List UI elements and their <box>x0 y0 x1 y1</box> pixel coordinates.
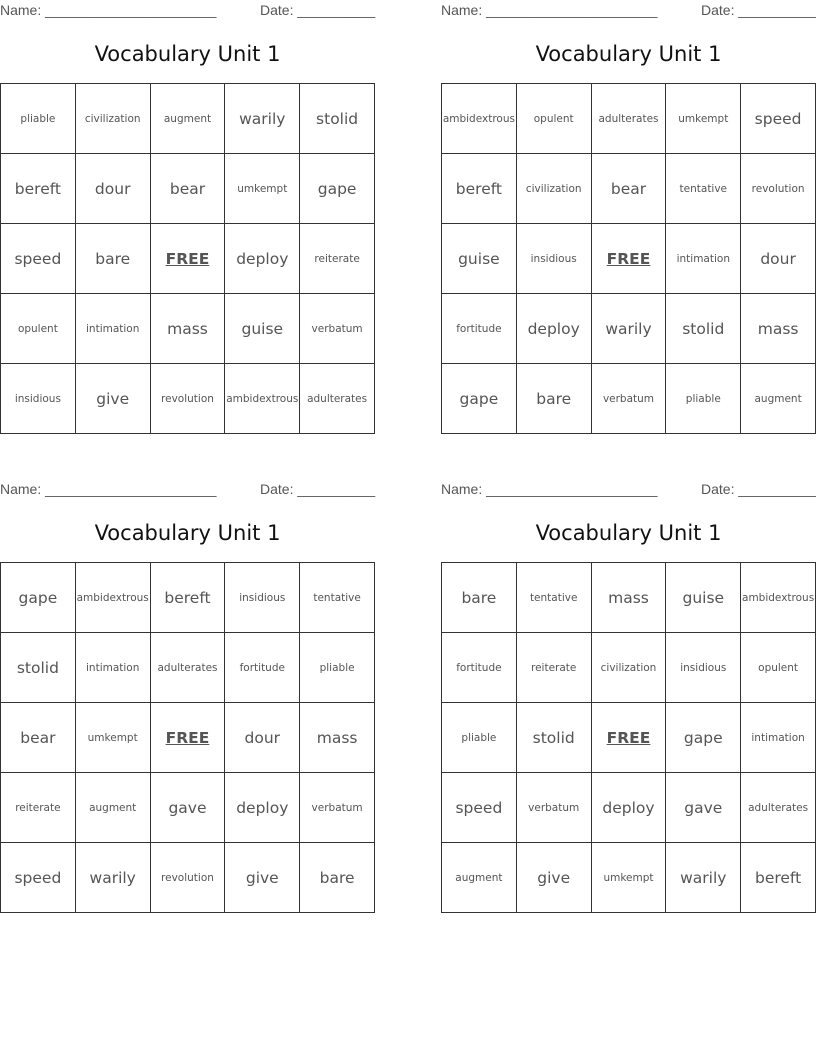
grid-cell: dour <box>75 154 150 224</box>
card-title: Vocabulary Unit 1 <box>535 42 722 66</box>
grid-cell: verbatum <box>300 773 375 843</box>
card-title: Vocabulary Unit 1 <box>535 521 722 545</box>
grid-row <box>1 154 375 224</box>
grid-cell: opulent <box>516 84 591 154</box>
card-header <box>0 2 375 20</box>
bingo-card-2 <box>441 0 816 432</box>
grid-cell: bear <box>150 154 225 224</box>
date-field-label: Date: __________ <box>701 481 816 497</box>
grid-cell: revolution <box>150 364 225 434</box>
grid-cell: tentative <box>666 154 741 224</box>
grid-cell: tentative <box>516 563 591 633</box>
grid-cell: verbatum <box>300 294 375 364</box>
grid-cell: bereft <box>150 563 225 633</box>
grid-cell: bare <box>75 224 150 294</box>
card-title: Vocabulary Unit 1 <box>94 521 281 545</box>
grid-cell: deploy <box>225 773 300 843</box>
grid-cell: reiterate <box>1 773 76 843</box>
grid-cell: intimation <box>75 294 150 364</box>
grid-cell: mass <box>300 703 375 773</box>
grid-row <box>442 364 816 434</box>
grid-row <box>442 294 816 364</box>
date-field-label: Date: __________ <box>260 2 376 18</box>
grid-cell: guise <box>225 294 300 364</box>
grid-cell: tentative <box>300 563 375 633</box>
grid-cell: guise <box>666 563 741 633</box>
grid-row <box>1 294 375 364</box>
grid-row <box>1 773 375 843</box>
free-space: FREE <box>591 703 666 773</box>
card-header <box>441 2 816 20</box>
grid-cell: pliable <box>666 364 741 434</box>
grid-cell: gave <box>666 773 741 843</box>
grid-cell: mass <box>741 294 816 364</box>
grid-cell: stolid <box>1 633 76 703</box>
grid-cell: opulent <box>1 294 76 364</box>
grid-cell: dour <box>741 224 816 294</box>
grid-cell: bare <box>300 843 375 913</box>
grid-cell: augment <box>442 843 517 913</box>
grid-cell: civilization <box>591 633 666 703</box>
grid-cell: pliable <box>442 703 517 773</box>
grid-cell: fortitude <box>442 294 517 364</box>
card-title: Vocabulary Unit 1 <box>94 42 281 66</box>
grid-row <box>1 843 375 913</box>
grid-cell: deploy <box>225 224 300 294</box>
card-header <box>441 481 816 499</box>
grid-cell: augment <box>75 773 150 843</box>
grid-cell: bereft <box>1 154 76 224</box>
grid-cell: ambidextrous <box>741 563 816 633</box>
grid-cell: pliable <box>1 84 76 154</box>
free-space: FREE <box>150 703 225 773</box>
grid-row <box>1 364 375 434</box>
grid-cell: stolid <box>516 703 591 773</box>
grid-cell: bear <box>1 703 76 773</box>
grid-cell: speed <box>1 224 76 294</box>
grid-cell: intimation <box>75 633 150 703</box>
grid-cell: bear <box>591 154 666 224</box>
grid-cell: reiterate <box>300 224 375 294</box>
grid-cell: warily <box>75 843 150 913</box>
grid-row <box>1 703 375 773</box>
grid-cell: give <box>225 843 300 913</box>
grid-cell: stolid <box>300 84 375 154</box>
grid-cell: gape <box>1 563 76 633</box>
date-field-label: Date: __________ <box>701 2 816 18</box>
grid-cell: dour <box>225 703 300 773</box>
grid-cell: revolution <box>741 154 816 224</box>
grid-row <box>1 224 375 294</box>
grid-cell: reiterate <box>516 633 591 703</box>
bingo-grid <box>0 562 375 913</box>
date-field-label: Date: __________ <box>260 481 376 497</box>
grid-cell: adulterates <box>741 773 816 843</box>
grid-cell: mass <box>591 563 666 633</box>
name-field-label: Name: ______________________ <box>0 2 217 18</box>
bingo-grid <box>441 83 816 434</box>
grid-cell: guise <box>442 224 517 294</box>
card-header <box>0 481 375 499</box>
grid-cell: umkempt <box>75 703 150 773</box>
grid-cell: revolution <box>150 843 225 913</box>
grid-cell: ambidextrous <box>442 84 517 154</box>
grid-cell: insidious <box>666 633 741 703</box>
grid-cell: civilization <box>516 154 591 224</box>
grid-cell: warily <box>225 84 300 154</box>
grid-cell: pliable <box>300 633 375 703</box>
bingo-card-3 <box>0 479 375 911</box>
grid-cell: gave <box>150 773 225 843</box>
grid-cell: umkempt <box>666 84 741 154</box>
grid-cell: augment <box>741 364 816 434</box>
grid-cell: umkempt <box>225 154 300 224</box>
grid-cell: intimation <box>666 224 741 294</box>
grid-cell: ambidextrous <box>75 563 150 633</box>
name-field-label: Name: ______________________ <box>441 2 658 18</box>
bingo-grid <box>0 83 375 434</box>
grid-cell: bereft <box>442 154 517 224</box>
grid-row <box>442 633 816 703</box>
grid-cell: give <box>75 364 150 434</box>
free-space: FREE <box>150 224 225 294</box>
grid-cell: speed <box>741 84 816 154</box>
name-field-label: Name: ______________________ <box>0 481 217 497</box>
name-field-label: Name: ______________________ <box>441 481 658 497</box>
grid-row <box>1 633 375 703</box>
grid-cell: gape <box>666 703 741 773</box>
grid-cell: augment <box>150 84 225 154</box>
grid-row <box>442 773 816 843</box>
grid-row <box>442 154 816 224</box>
grid-cell: deploy <box>591 773 666 843</box>
bingo-card-4 <box>441 479 816 911</box>
grid-cell: adulterates <box>300 364 375 434</box>
grid-cell: opulent <box>741 633 816 703</box>
grid-cell: fortitude <box>225 633 300 703</box>
grid-cell: verbatum <box>516 773 591 843</box>
grid-cell: bare <box>442 563 517 633</box>
grid-cell: insidious <box>516 224 591 294</box>
grid-cell: verbatum <box>591 364 666 434</box>
grid-row <box>1 84 375 154</box>
grid-row <box>442 84 816 154</box>
grid-cell: speed <box>1 843 76 913</box>
grid-cell: gape <box>442 364 517 434</box>
grid-cell: insidious <box>225 563 300 633</box>
grid-cell: adulterates <box>150 633 225 703</box>
grid-cell: ambidextrous <box>225 364 300 434</box>
grid-cell: bare <box>516 364 591 434</box>
grid-row <box>442 703 816 773</box>
grid-cell: gape <box>300 154 375 224</box>
grid-cell: deploy <box>516 294 591 364</box>
grid-cell: insidious <box>1 364 76 434</box>
free-space: FREE <box>591 224 666 294</box>
grid-cell: warily <box>666 843 741 913</box>
grid-cell: adulterates <box>591 84 666 154</box>
bingo-card-1 <box>0 0 375 432</box>
grid-cell: umkempt <box>591 843 666 913</box>
grid-cell: bereft <box>741 843 816 913</box>
grid-cell: warily <box>591 294 666 364</box>
grid-row <box>442 563 816 633</box>
grid-cell: mass <box>150 294 225 364</box>
grid-cell: intimation <box>741 703 816 773</box>
grid-row <box>442 843 816 913</box>
grid-cell: fortitude <box>442 633 517 703</box>
grid-cell: civilization <box>75 84 150 154</box>
grid-cell: stolid <box>666 294 741 364</box>
grid-cell: speed <box>442 773 517 843</box>
grid-cell: give <box>516 843 591 913</box>
grid-row <box>442 224 816 294</box>
bingo-grid <box>441 562 816 913</box>
grid-row <box>1 563 375 633</box>
